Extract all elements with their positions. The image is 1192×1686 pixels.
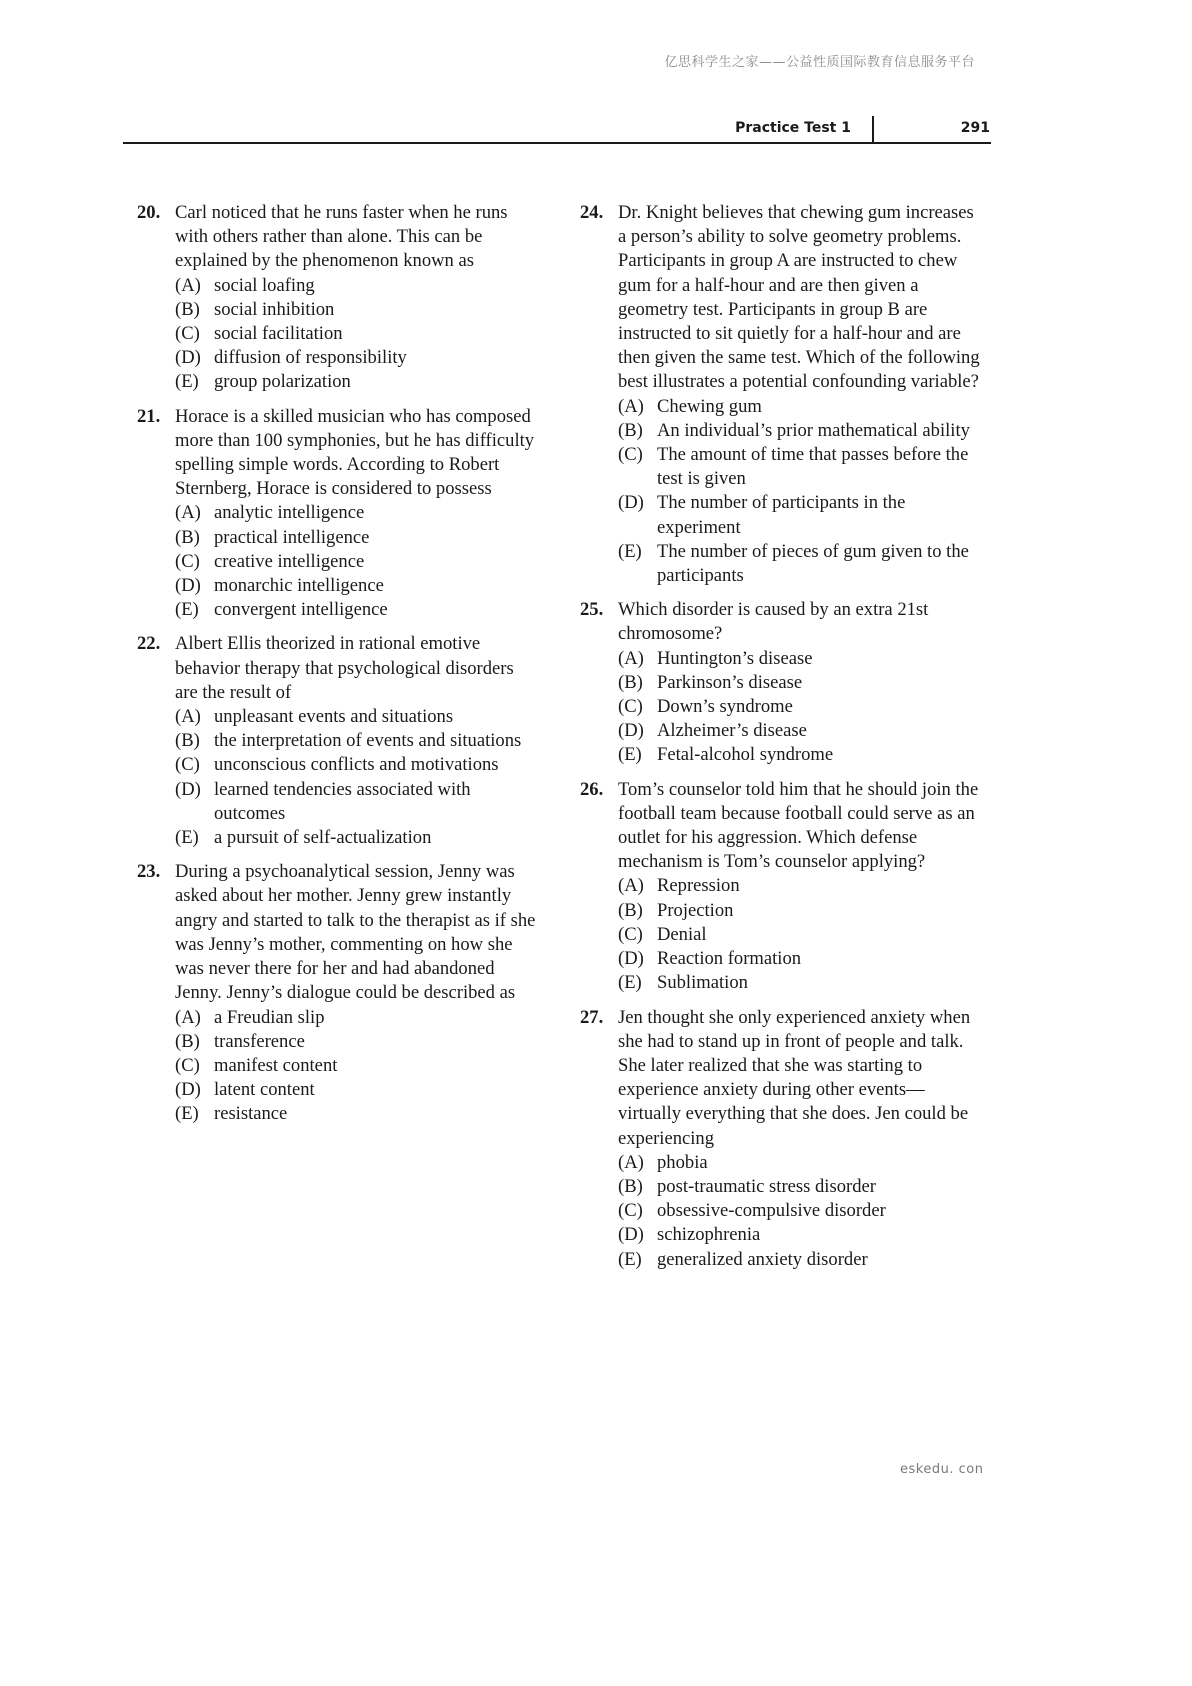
question-stem	[137, 632, 537, 705]
answer-option	[175, 1102, 537, 1126]
question-stem	[137, 860, 537, 1005]
option-text: Huntington’s disease	[657, 647, 813, 669]
answer-option	[618, 695, 985, 719]
option-text: Denial	[657, 923, 707, 945]
answer-option	[618, 540, 985, 588]
watermark-text: 亿思科学生之家——公益性质国际教育信息服务平台	[664, 55, 975, 70]
question-text: During a psychoanalytical session, Jenny was asked about her mother. Jenny grew instantly angry and started to talk to the therapist as if she was Jenny’s mother, commenting on how she was never there for her and had abandoned Jenny. Jenny’s dialogue could be described as	[175, 861, 536, 1004]
question-text: Which disorder is caused by an extra 21st chromosome?	[618, 599, 929, 645]
question-stem	[137, 405, 537, 502]
answer-option	[175, 370, 537, 394]
answer-option	[618, 443, 985, 491]
question-item	[137, 632, 537, 850]
option-letter: (B)	[175, 298, 200, 320]
answer-option	[175, 574, 537, 598]
question-number: 25.	[580, 599, 604, 621]
option-text: An individual’s prior mathematical ability	[657, 419, 970, 441]
option-text: Repression	[657, 875, 740, 897]
answer-options	[580, 874, 985, 995]
option-letter: (A)	[175, 706, 201, 728]
answer-options	[137, 1006, 537, 1127]
option-text: learned tendencies associated with outcomes	[214, 778, 471, 824]
option-letter: (E)	[618, 972, 642, 994]
answer-option	[618, 419, 985, 443]
option-letter: (E)	[175, 1103, 199, 1125]
option-letter: (A)	[175, 274, 201, 296]
option-letter: (C)	[175, 323, 200, 345]
answer-options	[580, 647, 985, 768]
option-letter: (C)	[618, 1200, 643, 1222]
question-item	[137, 860, 537, 1126]
question-item	[137, 405, 537, 623]
option-text: a pursuit of self-actualization	[214, 827, 432, 849]
answer-option	[618, 971, 985, 995]
option-text: Alzheimer’s disease	[657, 720, 807, 742]
option-text: Parkinson’s disease	[657, 671, 803, 693]
option-text: social inhibition	[214, 298, 335, 320]
option-text: Reaction formation	[657, 948, 802, 970]
option-text: social facilitation	[214, 323, 343, 345]
option-letter: (C)	[175, 550, 200, 572]
answer-option	[618, 491, 985, 539]
footer-site-mark: eskedu. con	[900, 1462, 984, 1477]
option-letter: (B)	[175, 1030, 200, 1052]
option-letter: (B)	[175, 730, 200, 752]
option-letter: (C)	[618, 923, 643, 945]
page-number: 291	[960, 120, 990, 136]
option-text: obsessive-compulsive disorder	[657, 1200, 886, 1222]
answer-option	[618, 1223, 985, 1247]
option-letter: (A)	[175, 1006, 201, 1028]
answer-option	[175, 1006, 537, 1030]
option-text: social loafing	[214, 274, 315, 296]
answer-option	[618, 874, 985, 898]
answer-option	[175, 501, 537, 525]
option-text: post-traumatic stress disorder	[657, 1175, 876, 1197]
question-item	[580, 1006, 985, 1272]
option-text: Chewing gum	[657, 395, 762, 417]
option-letter: (B)	[618, 1175, 643, 1197]
answer-option	[618, 743, 985, 767]
option-text: unconscious conflicts and motivations	[214, 754, 499, 776]
option-letter: (D)	[175, 575, 201, 597]
option-letter: (B)	[618, 671, 643, 693]
answer-option	[175, 1030, 537, 1054]
option-letter: (D)	[618, 1224, 644, 1246]
option-letter: (B)	[175, 526, 200, 548]
option-text: monarchic intelligence	[214, 575, 384, 597]
question-item	[580, 778, 985, 996]
answer-option	[618, 1151, 985, 1175]
question-text: Jen thought she only experienced anxiety when she had to stand up in front of people and talk. She later realized that she was starting to experience anxiety during other events—virtually everything that she does. Jen could be experiencing	[618, 1006, 971, 1149]
option-text: practical intelligence	[214, 526, 370, 548]
question-stem	[580, 598, 985, 646]
option-text: analytic intelligence	[214, 502, 365, 524]
question-item	[580, 201, 985, 588]
answer-option	[618, 1248, 985, 1272]
answer-option	[618, 671, 985, 695]
option-text: Sublimation	[657, 972, 748, 994]
running-head	[123, 116, 991, 144]
option-text: Fetal-alcohol syndrome	[657, 744, 834, 766]
question-stem	[580, 1006, 985, 1151]
option-text: generalized anxiety disorder	[657, 1248, 868, 1270]
question-item	[137, 201, 537, 395]
answer-option	[175, 274, 537, 298]
answer-options	[580, 395, 985, 589]
option-text: Down’s syndrome	[657, 696, 793, 718]
option-letter: (D)	[175, 347, 201, 369]
option-letter: (C)	[175, 1054, 200, 1076]
answer-option	[618, 719, 985, 743]
option-text: group polarization	[214, 371, 351, 393]
answer-option	[175, 1078, 537, 1102]
column-left	[137, 201, 537, 1137]
option-letter: (E)	[175, 599, 199, 621]
option-letter: (A)	[618, 875, 644, 897]
answer-option	[175, 298, 537, 322]
answer-options	[137, 501, 537, 622]
answer-option	[175, 1054, 537, 1078]
question-stem	[137, 201, 537, 274]
option-letter: (D)	[618, 720, 644, 742]
answer-option	[618, 647, 985, 671]
question-text: Dr. Knight believes that chewing gum increases a person’s ability to solve geometry problems. Participants in group A are instructed to chew gum for a half-hour and are then given a geometry test. Participants in group B are instructed to sit quietly for a half-hour and are then given the same test. Which of the following best illustrates a potential confounding variable?	[618, 202, 980, 393]
answer-options	[137, 274, 537, 395]
answer-options	[137, 705, 537, 850]
answer-option	[175, 550, 537, 574]
option-letter: (E)	[618, 540, 642, 562]
answer-option	[175, 753, 537, 777]
option-text: a Freudian slip	[214, 1006, 325, 1028]
running-head-title: Practice Test 1	[735, 120, 851, 136]
question-text: Horace is a skilled musician who has composed more than 100 symphonies, but he has difficulty spelling simple words. According to Robert Sternberg, Horace is considered to possess	[175, 405, 535, 500]
answer-option	[618, 1199, 985, 1223]
question-text: Albert Ellis theorized in rational emotive behavior therapy that psychological disorders are the result of	[175, 633, 514, 703]
option-text: convergent intelligence	[214, 599, 388, 621]
option-letter: (B)	[618, 419, 643, 441]
option-text: Projection	[657, 899, 734, 921]
option-letter: (C)	[618, 696, 643, 718]
option-text: diffusion of responsibility	[214, 347, 407, 369]
answer-option	[618, 947, 985, 971]
running-head-divider	[872, 116, 874, 142]
option-text: The number of pieces of gum given to the participants	[657, 540, 969, 587]
question-text: Carl noticed that he runs faster when he runs with others rather than alone. This can be explained by the phenomenon known as	[175, 202, 508, 272]
column-right	[580, 201, 985, 1282]
option-text: phobia	[657, 1151, 708, 1173]
answer-option	[175, 778, 537, 826]
option-text: The number of participants in the experiment	[657, 492, 906, 538]
option-letter: (E)	[175, 827, 199, 849]
option-text: schizophrenia	[657, 1224, 761, 1246]
option-letter: (E)	[618, 744, 642, 766]
question-number: 26.	[580, 778, 604, 800]
answer-options	[580, 1151, 985, 1272]
option-letter: (B)	[618, 899, 643, 921]
option-letter: (C)	[618, 444, 643, 466]
question-stem	[580, 778, 985, 875]
answer-option	[618, 395, 985, 419]
option-letter: (A)	[175, 502, 201, 524]
question-number: 21.	[137, 405, 161, 427]
option-letter: (E)	[618, 1248, 642, 1270]
option-letter: (C)	[175, 754, 200, 776]
option-text: latent content	[214, 1079, 315, 1101]
answer-option	[618, 1175, 985, 1199]
question-number: 22.	[137, 633, 161, 655]
answer-option	[175, 526, 537, 550]
answer-option	[175, 705, 537, 729]
option-text: unpleasant events and situations	[214, 706, 454, 728]
question-number: 27.	[580, 1006, 604, 1028]
option-letter: (A)	[618, 1151, 644, 1173]
option-text: the interpretation of events and situations	[214, 730, 522, 752]
answer-option	[175, 826, 537, 850]
option-letter: (E)	[175, 371, 199, 393]
option-letter: (A)	[618, 647, 644, 669]
question-item	[580, 598, 985, 767]
option-text: resistance	[214, 1103, 288, 1125]
option-text: creative intelligence	[214, 550, 365, 572]
option-text: The amount of time that passes before the test is given	[657, 444, 969, 490]
answer-option	[618, 899, 985, 923]
option-letter: (D)	[618, 492, 644, 514]
answer-option	[175, 346, 537, 370]
option-text: transference	[214, 1030, 305, 1052]
option-letter: (D)	[175, 778, 201, 800]
option-letter: (D)	[175, 1079, 201, 1101]
answer-option	[618, 923, 985, 947]
answer-option	[175, 729, 537, 753]
option-letter: (D)	[618, 948, 644, 970]
answer-option	[175, 322, 537, 346]
question-number: 23.	[137, 861, 161, 883]
answer-option	[175, 598, 537, 622]
option-letter: (A)	[618, 395, 644, 417]
question-text: Tom’s counselor told him that he should join the football team because football could serve as an outlet for his aggression. Which defense mechanism is Tom’s counselor applying?	[618, 778, 979, 873]
option-text: manifest content	[214, 1054, 338, 1076]
question-stem	[580, 201, 985, 395]
question-number: 24.	[580, 202, 604, 223]
question-number: 20.	[137, 202, 161, 223]
